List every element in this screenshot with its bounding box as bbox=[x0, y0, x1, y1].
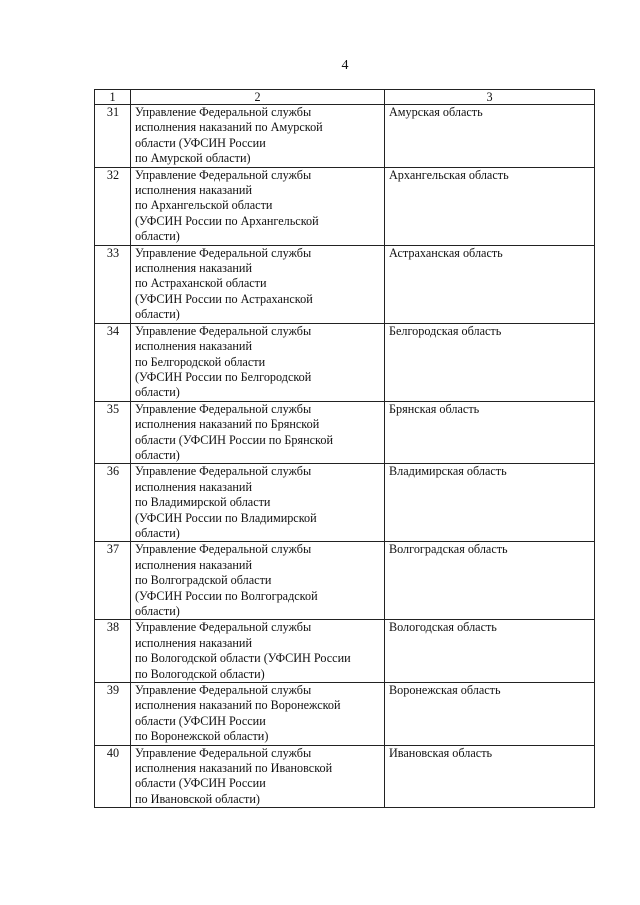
agency-name-line: области) bbox=[135, 307, 180, 322]
agency-name-line: области) bbox=[135, 447, 180, 462]
agency-name-line: исполнения наказаний по Брянской bbox=[135, 417, 320, 432]
row-number: 37 bbox=[95, 542, 131, 620]
row-number: 40 bbox=[95, 745, 131, 808]
agency-name-cell bbox=[131, 464, 385, 542]
agency-name-line: по Воронежской области) bbox=[135, 729, 269, 744]
agency-name-line: (УФСИН России по Белгородской bbox=[135, 369, 312, 384]
agency-name-line: области (УФСИН России по Брянской bbox=[135, 432, 333, 447]
row-number: 34 bbox=[95, 323, 131, 401]
region-name: Архангельская область bbox=[385, 167, 595, 245]
column-header-1: 1 bbox=[95, 90, 131, 105]
agency-name-line: Управление Федеральной службы bbox=[135, 464, 312, 479]
row-number: 31 bbox=[95, 105, 131, 168]
agency-name-line: (УФСИН России по Архангельской bbox=[135, 213, 319, 228]
agency-name-line: области) bbox=[135, 604, 180, 618]
region-name: Брянская область bbox=[385, 401, 595, 464]
table-row bbox=[95, 245, 595, 323]
row-number: 38 bbox=[95, 620, 131, 683]
agency-name-line: области) bbox=[135, 525, 180, 540]
agency-name-line: области) bbox=[135, 385, 180, 400]
table-row bbox=[95, 167, 595, 245]
region-name: Белгородская область bbox=[385, 323, 595, 401]
agency-name-line: Управление Федеральной службы bbox=[135, 542, 312, 557]
agency-name-line: (УФСИН России по Владимирской bbox=[135, 510, 317, 525]
table-body bbox=[95, 105, 595, 808]
agency-name-line: (УФСИН России по Волгоградской bbox=[135, 588, 318, 603]
table-row bbox=[95, 542, 595, 620]
agency-name-line: области) bbox=[135, 229, 180, 244]
agency-name-line: исполнения наказаний bbox=[135, 635, 252, 650]
agency-name-cell bbox=[131, 245, 385, 323]
agency-name-line: по Вологодской области (УФСИН России bbox=[135, 651, 351, 666]
agency-name-cell bbox=[131, 167, 385, 245]
agency-name-line: Управление Федеральной службы bbox=[135, 683, 312, 698]
column-header-3: 3 bbox=[385, 90, 595, 105]
agency-name-line: исполнения наказаний bbox=[135, 183, 252, 198]
table-row bbox=[95, 401, 595, 464]
agency-name-line: Управление Федеральной службы bbox=[135, 105, 312, 119]
region-name: Волгоградская область bbox=[385, 542, 595, 620]
agency-name-cell bbox=[131, 745, 385, 808]
agency-name-cell bbox=[131, 542, 385, 620]
region-name: Амурская область bbox=[385, 105, 595, 168]
agency-name-line: по Архангельской области bbox=[135, 198, 273, 213]
agency-name-line: (УФСИН России по Астраханской bbox=[135, 291, 313, 306]
agency-name-line: по Белгородской области bbox=[135, 354, 266, 369]
table-row bbox=[95, 323, 595, 401]
agency-name-line: исполнения наказаний bbox=[135, 557, 252, 572]
agency-name-cell bbox=[131, 683, 385, 746]
agency-name-line: по Вологодской области) bbox=[135, 666, 265, 681]
agency-name-line: по Ивановской области) bbox=[135, 791, 260, 806]
row-number: 36 bbox=[95, 464, 131, 542]
agency-region-table bbox=[94, 89, 595, 808]
agency-name-line: Управление Федеральной службы bbox=[135, 167, 312, 182]
agency-name-line: по Амурской области) bbox=[135, 151, 251, 166]
agency-name-line: исполнения наказаний по Воронежской bbox=[135, 698, 341, 713]
agency-name-line: исполнения наказаний bbox=[135, 339, 252, 354]
agency-name-cell bbox=[131, 323, 385, 401]
agency-name-cell bbox=[131, 105, 385, 168]
agency-name-line: исполнения наказаний bbox=[135, 261, 252, 276]
table-row bbox=[95, 683, 595, 746]
page-number: 4 bbox=[341, 58, 349, 73]
table-row bbox=[95, 105, 595, 168]
row-number: 39 bbox=[95, 683, 131, 746]
table-header-row bbox=[95, 90, 595, 105]
agency-name-line: области (УФСИН России bbox=[135, 713, 266, 728]
agency-name-line: Управление Федеральной службы bbox=[135, 245, 312, 260]
region-name: Астраханская область bbox=[385, 245, 595, 323]
row-number: 33 bbox=[95, 245, 131, 323]
agency-name-line: Управление Федеральной службы bbox=[135, 745, 312, 760]
agency-name-line: Управление Федеральной службы bbox=[135, 401, 312, 416]
agency-name-line: области (УФСИН России bbox=[135, 776, 266, 791]
region-name: Владимирская область bbox=[385, 464, 595, 542]
agency-name-cell bbox=[131, 620, 385, 683]
agency-name-line: исполнения наказаний bbox=[135, 479, 252, 494]
table-row bbox=[95, 464, 595, 542]
row-number: 32 bbox=[95, 167, 131, 245]
table-row bbox=[95, 745, 595, 808]
agency-name-line: Управление Федеральной службы bbox=[135, 620, 312, 635]
agency-name-line: по Владимирской области bbox=[135, 495, 271, 510]
agency-name-cell bbox=[131, 401, 385, 464]
agency-name-line: Управление Федеральной службы bbox=[135, 323, 312, 338]
region-name: Ивановская область bbox=[385, 745, 595, 808]
agency-name-line: исполнения наказаний по Ивановской bbox=[135, 761, 333, 776]
table-row bbox=[95, 620, 595, 683]
agency-name-line: по Астраханской области bbox=[135, 276, 267, 291]
row-number: 35 bbox=[95, 401, 131, 464]
region-name: Вологодская область bbox=[385, 620, 595, 683]
column-header-2: 2 bbox=[131, 90, 385, 105]
region-name: Воронежская область bbox=[385, 683, 595, 746]
agency-name-line: по Волгоградской области bbox=[135, 573, 272, 588]
agency-name-line: области (УФСИН России bbox=[135, 135, 266, 150]
agency-name-line: исполнения наказаний по Амурской bbox=[135, 120, 323, 135]
